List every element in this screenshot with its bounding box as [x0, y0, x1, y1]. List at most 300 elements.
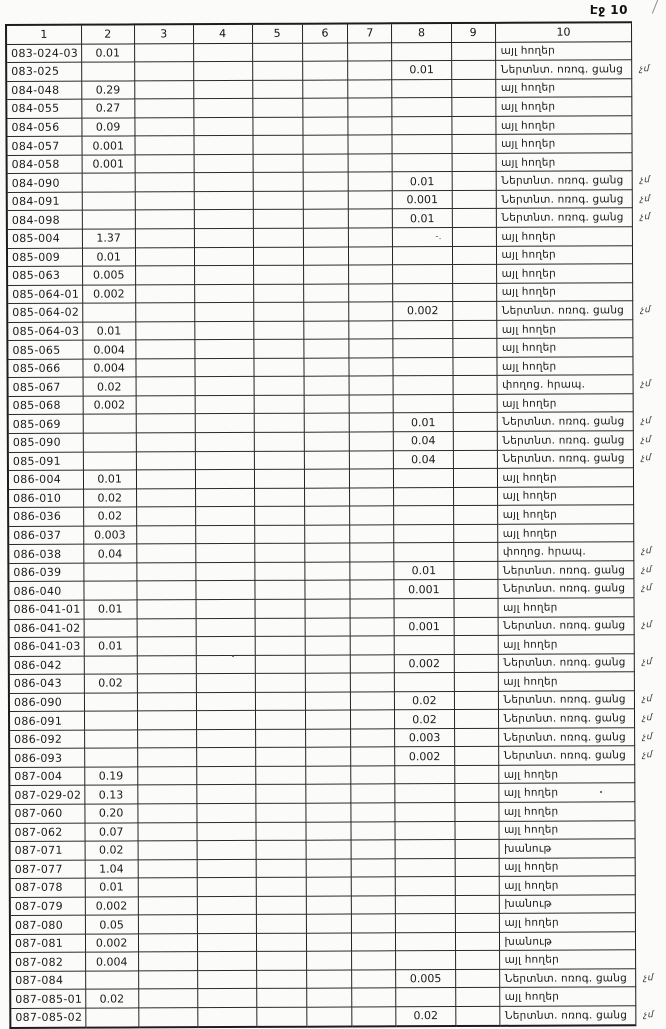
cell-col8-value [393, 357, 452, 376]
cell-parcel-code: 087-080 [10, 915, 85, 934]
cell-empty [137, 600, 196, 619]
cell-empty [305, 766, 351, 785]
cell-parcel-code: 087-004 [9, 767, 84, 786]
margin-note [633, 356, 662, 375]
cell-empty [254, 544, 304, 563]
cell-empty [253, 173, 303, 192]
cell-empty [352, 914, 396, 933]
cell-col8-value: -. [393, 228, 452, 247]
cell-empty [348, 154, 392, 173]
cell-col8-value [395, 784, 454, 803]
cell-empty [453, 357, 497, 376]
cell-land-use: Ներտնտ. ոռոգ. ցանց [497, 412, 634, 431]
cell-col8-value [392, 98, 451, 117]
cell-land-use: այլ հողեր [498, 765, 635, 784]
cell-area: 0.01 [85, 878, 138, 897]
cell-empty [303, 228, 349, 247]
cell-empty [454, 635, 498, 654]
cell-empty [306, 896, 352, 915]
cell-empty [454, 747, 498, 766]
cell-empty [256, 933, 306, 952]
header-cell-3: 3 [134, 24, 193, 43]
cell-empty [304, 543, 350, 562]
cell-parcel-code: 087-077 [10, 860, 85, 879]
margin-note [635, 783, 664, 802]
cell-parcel-code: 087-071 [10, 841, 85, 860]
cell-empty [349, 283, 393, 302]
cell-empty [452, 172, 496, 191]
cell-empty [137, 748, 196, 767]
cell-land-use: այլ հողեր [498, 802, 635, 821]
cell-empty [350, 469, 394, 488]
margin-note [635, 765, 664, 784]
cell-col8-value: 0.01 [393, 209, 452, 228]
cell-empty [138, 878, 197, 897]
cell-empty [349, 228, 393, 247]
margin-note: չմ [642, 750, 653, 761]
cell-empty [350, 506, 394, 525]
margin-note: չմ [640, 305, 651, 316]
cell-empty [137, 767, 196, 786]
cell-empty [351, 821, 395, 840]
cell-empty [349, 246, 393, 265]
cell-land-use: Ներտնտ. ոռոգ. ցանց [498, 746, 635, 765]
cell-col8-value [396, 932, 455, 951]
cell-land-use: այլ հողեր [498, 783, 635, 802]
cell-empty [453, 376, 497, 395]
cell-area [82, 303, 135, 322]
cell-empty [348, 135, 392, 154]
cell-empty [253, 339, 303, 358]
cell-land-use: այլ հողեր [499, 950, 636, 969]
cell-empty [453, 413, 497, 432]
cell-land-use: այլ հողեր [496, 357, 633, 376]
cell-empty [306, 1007, 352, 1026]
header-cell-2: 2 [81, 24, 134, 43]
cell-empty [452, 209, 496, 228]
cell-parcel-code: 086-092 [9, 730, 84, 749]
cell-area: 1.37 [82, 229, 135, 248]
cell-empty [304, 451, 350, 470]
cell-empty [135, 303, 194, 322]
cell-empty [451, 98, 495, 117]
cell-empty [137, 711, 196, 730]
margin-note: չմ [641, 434, 652, 446]
cell-empty [195, 414, 254, 433]
cell-parcel-code: 086-010 [8, 489, 83, 508]
cell-land-use: Ներտնտ. ոռոգ. ցանց [496, 301, 633, 320]
cell-col8-value: 0.02 [395, 710, 454, 729]
cell-empty [252, 98, 302, 117]
cell-land-use: այլ հողեր [496, 245, 633, 264]
cell-land-use: այլ հողեր [498, 635, 635, 654]
cell-empty [197, 803, 256, 822]
cell-empty [304, 432, 350, 451]
cell-empty [304, 506, 350, 525]
cell-col8-value: 0.002 [395, 654, 454, 673]
cell-area: 0.005 [82, 266, 135, 285]
cell-empty [304, 358, 350, 377]
margin-note [633, 282, 662, 301]
cell-empty [305, 747, 351, 766]
cell-land-use: այլ հողեր [499, 987, 636, 1006]
cell-empty [302, 98, 348, 117]
cell-empty [193, 62, 252, 81]
cell-empty [349, 209, 393, 228]
cell-empty [453, 580, 497, 599]
cell-empty [455, 1006, 499, 1025]
margin-note [635, 857, 664, 876]
cell-empty [454, 802, 498, 821]
cell-empty [136, 525, 195, 544]
margin-note [635, 672, 664, 691]
cell-land-use: այլ հողեր [498, 672, 635, 691]
cell-parcel-code: 083-025 [6, 62, 81, 81]
scan-speck [232, 655, 234, 657]
cell-col8-value [392, 153, 451, 172]
cell-empty [453, 543, 497, 562]
cell-empty [253, 302, 303, 321]
cell-empty [303, 209, 349, 228]
cell-empty [254, 451, 304, 470]
cell-empty [304, 488, 350, 507]
cell-empty [352, 951, 396, 970]
cell-empty [351, 840, 395, 859]
cell-col8-value [394, 487, 453, 506]
cell-empty [306, 822, 352, 841]
cell-empty [139, 1008, 198, 1027]
cell-empty [348, 172, 392, 191]
cell-col8-value [392, 116, 451, 135]
cell-empty [136, 470, 195, 489]
cell-empty [349, 339, 393, 358]
margin-note [634, 486, 663, 505]
cell-land-use: Ներտնտ. ոռոգ. ցանց [496, 190, 633, 209]
cell-empty [136, 377, 195, 396]
cell-empty [194, 154, 253, 173]
cell-land-use: այլ հողեր [496, 153, 633, 172]
cell-empty [136, 340, 195, 359]
header-cell-10: 10 [495, 22, 632, 42]
cell-col8-value: 0.01 [394, 413, 453, 432]
cell-parcel-code: 086-041-01 [9, 600, 84, 619]
cell-empty [137, 674, 196, 693]
cell-empty [350, 432, 394, 451]
cell-parcel-code: 086-041-02 [9, 619, 84, 638]
cell-col8-value [393, 265, 452, 284]
cell-parcel-code: 086-004 [8, 470, 83, 489]
cell-empty [138, 785, 197, 804]
cell-empty [197, 840, 256, 859]
cell-area [84, 693, 137, 712]
cell-land-use: այլ հողեր [497, 394, 634, 413]
cell-empty [454, 765, 498, 784]
margin-note [636, 913, 665, 932]
cell-empty [350, 450, 394, 469]
cell-col8-value: 0.001 [393, 190, 452, 209]
cell-empty [452, 153, 496, 172]
cell-empty [252, 80, 302, 99]
scan-speck [600, 791, 602, 793]
cell-empty [455, 932, 499, 951]
cell-parcel-code: 085-065 [7, 340, 82, 359]
cell-parcel-code: 085-067 [8, 378, 83, 397]
cell-empty [455, 821, 499, 840]
cell-empty [351, 710, 395, 729]
cell-empty [138, 859, 197, 878]
cell-empty [304, 525, 350, 544]
pen-mark [652, 0, 659, 14]
cell-empty [197, 896, 256, 915]
cell-empty [254, 562, 304, 581]
margin-note [635, 839, 664, 858]
margin-note: չմ [641, 583, 653, 594]
cell-empty [303, 172, 349, 191]
cell-parcel-code: 086-036 [8, 507, 83, 526]
cell-empty [252, 135, 302, 154]
cell-empty [351, 654, 395, 673]
margin-note [632, 134, 661, 153]
margin-note [632, 78, 661, 97]
margin-note: չմ [640, 193, 651, 204]
margin-note [633, 227, 662, 246]
cell-empty [303, 284, 349, 303]
cell-empty [306, 840, 352, 859]
cell-empty [196, 655, 255, 674]
cell-empty [254, 377, 304, 396]
cell-empty [138, 822, 197, 841]
cell-parcel-code: 087-079 [10, 897, 85, 916]
cell-area: 0.07 [85, 822, 138, 841]
cell-area: 0.04 [83, 544, 136, 563]
cell-empty [305, 617, 351, 636]
cell-empty [135, 266, 194, 285]
cell-parcel-code: 087-085-01 [10, 990, 85, 1009]
cell-empty [255, 822, 305, 841]
cell-empty [304, 562, 350, 581]
cell-empty [193, 99, 252, 118]
margin-note [633, 245, 662, 264]
cell-area: 0.002 [85, 934, 138, 953]
cell-area [84, 748, 137, 767]
cell-empty [306, 859, 352, 878]
cell-empty [348, 79, 392, 98]
cell-empty [136, 414, 195, 433]
cell-empty [305, 673, 351, 692]
cell-area: 0.02 [84, 674, 137, 693]
cell-parcel-code: 085-064-02 [7, 303, 82, 322]
cell-empty [305, 729, 351, 748]
cell-area: 0.05 [85, 915, 138, 934]
cell-empty [253, 358, 303, 377]
cell-land-use: Ներտնտ. ոռոգ. ցանց [497, 431, 634, 450]
cell-parcel-code: 084-090 [7, 174, 82, 193]
cell-parcel-code: 087-078 [10, 878, 85, 897]
cell-empty [350, 562, 394, 581]
cell-col8-value: 0.04 [394, 450, 453, 469]
cell-empty [303, 302, 349, 321]
cell-parcel-code: 084-055 [6, 99, 81, 118]
cell-empty [254, 488, 304, 507]
cell-col8-value [393, 320, 452, 339]
page-number: Էջ 10 [589, 3, 628, 17]
header-cell-1: 1 [6, 25, 81, 44]
cell-empty [303, 339, 349, 358]
cell-empty [303, 154, 349, 173]
cell-empty [135, 210, 194, 229]
cell-empty [197, 822, 256, 841]
cell-empty [455, 877, 499, 896]
cell-area [84, 656, 137, 675]
cell-empty [455, 951, 499, 970]
cell-parcel-code: 085-068 [8, 396, 83, 415]
cell-col8-value: 0.01 [392, 61, 451, 80]
cell-parcel-code: 084-048 [6, 81, 81, 100]
cell-empty [348, 117, 392, 136]
cell-empty [452, 283, 496, 302]
cell-empty [306, 933, 352, 952]
cell-parcel-code: 084-091 [7, 192, 82, 211]
cell-empty [252, 117, 302, 136]
cell-empty [453, 468, 497, 487]
cell-area: 0.02 [85, 989, 138, 1008]
cell-area: 0.29 [81, 81, 134, 100]
cell-col8-value: 0.01 [392, 172, 451, 191]
cell-empty [138, 915, 197, 934]
margin-note [632, 115, 661, 134]
cell-area [85, 1008, 138, 1027]
cell-empty [196, 581, 255, 600]
cell-area [82, 173, 135, 192]
cell-empty [134, 80, 193, 99]
cell-empty [194, 136, 253, 155]
cell-empty [351, 691, 395, 710]
cell-empty [455, 858, 499, 877]
cell-empty [197, 952, 256, 971]
cell-col8-value: 0.003 [395, 728, 454, 747]
cell-col8-value [394, 469, 453, 488]
cell-col8-value: 0.01 [394, 561, 453, 580]
margin-spacer [632, 22, 661, 41]
cell-empty [136, 451, 195, 470]
cell-empty [349, 395, 393, 414]
margin-note: չմ [642, 713, 653, 724]
cell-col8-value [394, 506, 453, 525]
margin-note [633, 394, 662, 413]
cell-empty [306, 988, 352, 1007]
cell-empty [138, 952, 197, 971]
cell-empty [352, 877, 396, 896]
cell-col8-value: 0.001 [394, 580, 453, 599]
cell-empty [194, 247, 253, 266]
cell-empty [196, 674, 255, 693]
cell-land-use: այլ հողեր [496, 282, 633, 301]
cell-empty [197, 970, 256, 989]
cell-parcel-code: 083-024-03 [6, 44, 81, 63]
margin-note: չմ [641, 416, 652, 427]
cell-parcel-code: 084-098 [7, 211, 82, 230]
cell-empty [194, 284, 253, 303]
cell-empty [351, 766, 395, 785]
cell-empty [351, 729, 395, 748]
header-cell-4: 4 [193, 24, 252, 43]
cell-empty [253, 265, 303, 284]
cell-col8-value [392, 135, 451, 154]
cell-empty [305, 599, 351, 618]
cell-col8-value: 0.002 [395, 747, 454, 766]
cell-col8-value [393, 246, 452, 265]
cell-land-use: Ներտնտ. ոռոգ. ցանց [499, 969, 636, 988]
cell-empty [253, 210, 303, 229]
cell-empty [254, 469, 304, 488]
margin-note [634, 468, 663, 487]
cell-empty [256, 989, 306, 1008]
cell-empty [194, 321, 253, 340]
cell-area: 0.02 [85, 841, 138, 860]
cell-land-use: այլ հողեր [495, 41, 632, 60]
cell-empty [138, 896, 197, 915]
cell-empty [304, 395, 350, 414]
margin-note [632, 152, 661, 171]
cell-empty [452, 320, 496, 339]
cell-empty [305, 692, 351, 711]
cell-area [84, 730, 137, 749]
cell-area: 1.04 [85, 860, 138, 879]
margin-note: չմ [641, 546, 653, 557]
margin-note [634, 523, 663, 542]
cell-area: 0.20 [85, 804, 138, 823]
cell-empty [305, 710, 351, 729]
cell-empty [135, 155, 194, 174]
cell-land-use: խանութ [499, 839, 636, 858]
cell-land-use: այլ հողեր [499, 820, 636, 839]
cell-empty [349, 265, 393, 284]
cell-area: 0.002 [82, 285, 135, 304]
cell-empty [196, 729, 255, 748]
margin-note: չմ [642, 694, 653, 705]
cell-col8-value [395, 858, 454, 877]
cell-area: 0.19 [84, 767, 137, 786]
cell-empty [255, 785, 305, 804]
cell-area [84, 711, 137, 730]
cell-empty [138, 804, 197, 823]
header-cell-8: 8 [392, 23, 451, 42]
header-cell-9: 9 [451, 23, 495, 42]
cell-area: 0.004 [85, 952, 138, 971]
cell-area: 0.002 [83, 396, 136, 415]
cell-empty [195, 525, 254, 544]
cell-parcel-code: 087-029-02 [9, 786, 84, 805]
cell-empty [349, 191, 393, 210]
cell-parcel-code: 087-084 [10, 971, 85, 990]
cell-area: 0.01 [84, 600, 137, 619]
cell-empty [195, 544, 254, 563]
cell-empty [135, 284, 194, 303]
cell-col8-value [395, 840, 454, 859]
cell-empty [255, 803, 305, 822]
cell-empty [454, 617, 498, 636]
cell-empty [134, 62, 193, 81]
cell-empty [451, 116, 495, 135]
cell-area [83, 563, 136, 582]
cell-area [84, 581, 137, 600]
cell-empty [136, 544, 195, 563]
cell-col8-value: 0.002 [393, 302, 452, 321]
cell-empty [138, 933, 197, 952]
cell-empty [195, 377, 254, 396]
cell-col8-value [396, 988, 455, 1007]
cell-empty [454, 691, 498, 710]
